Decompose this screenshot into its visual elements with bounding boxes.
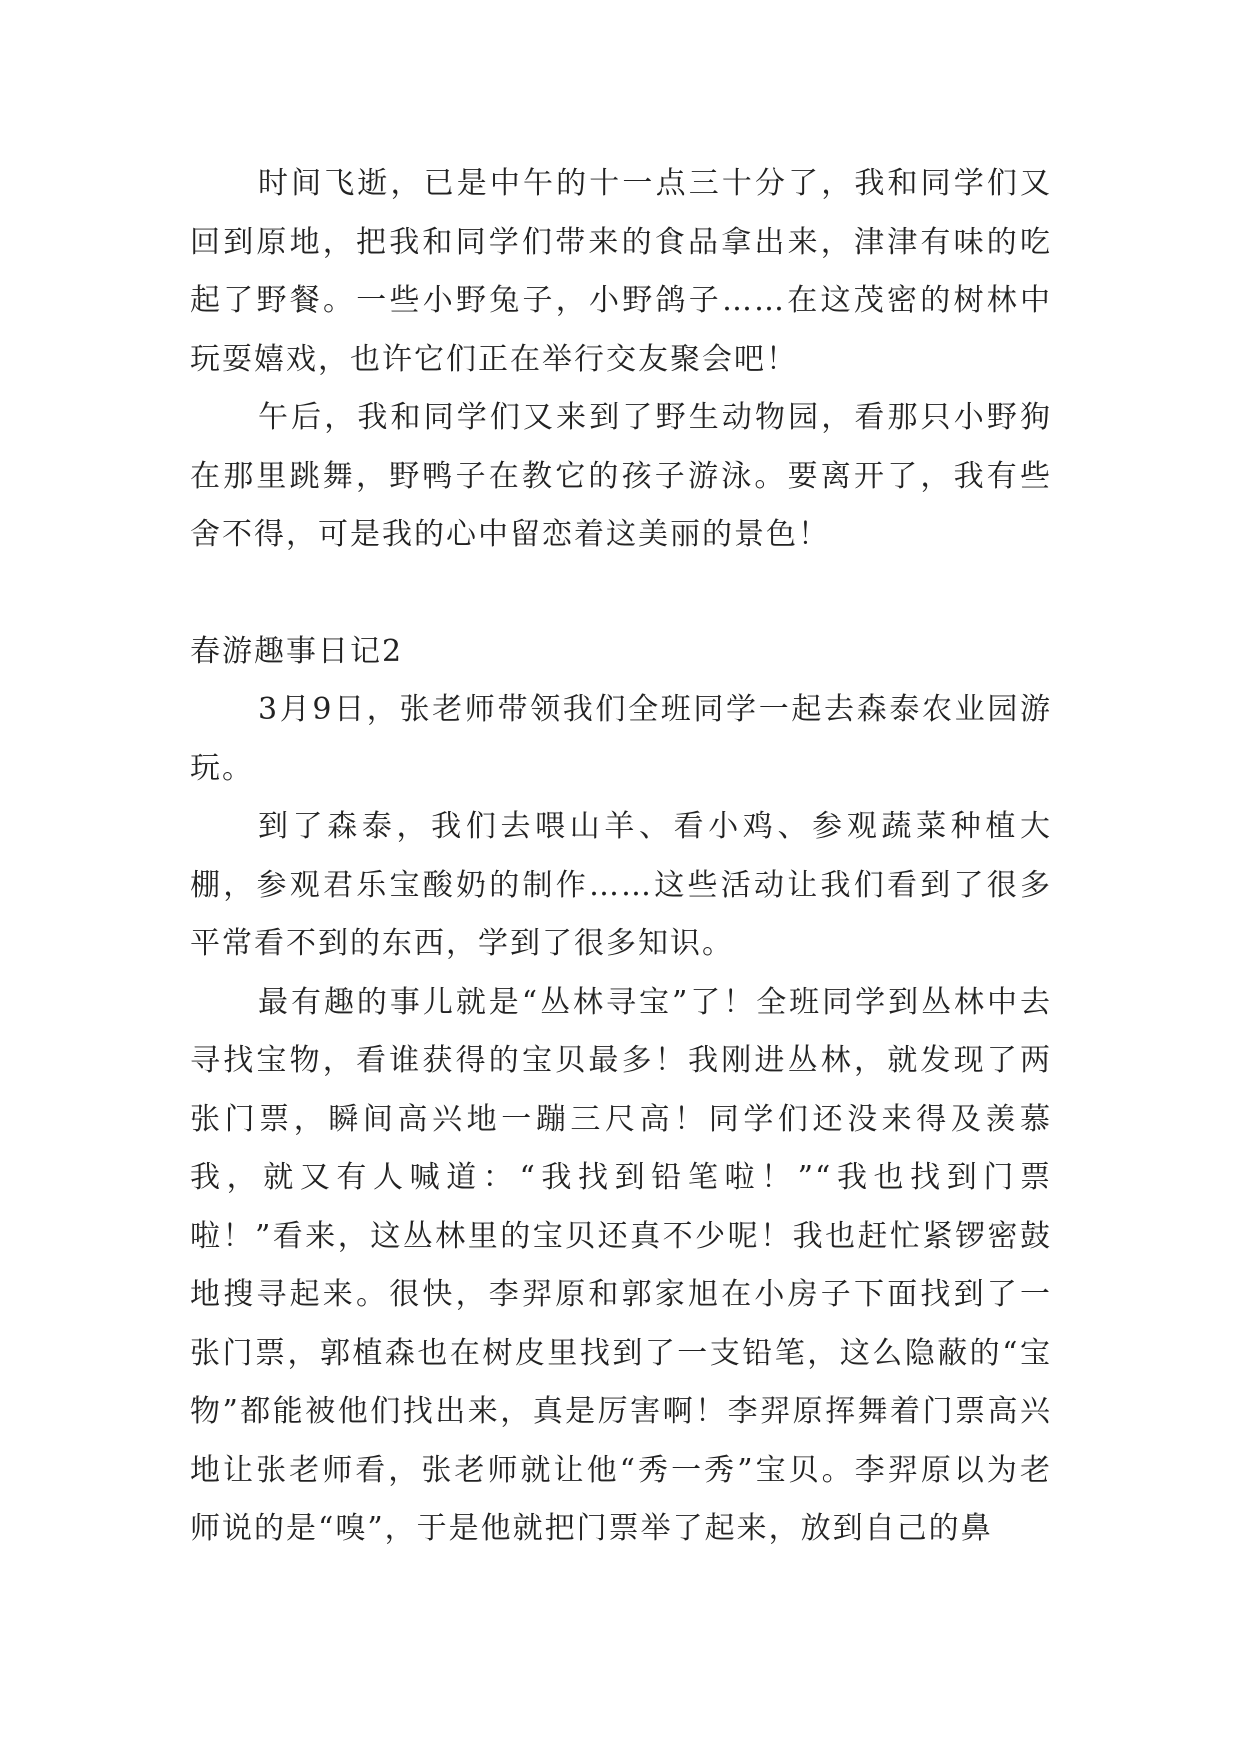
paragraph-date: 3月9日，张老师带领我们全班同学一起去森泰农业园游玩。 bbox=[190, 692, 1052, 786]
paragraph-afternoon: 午后，我和同学们又来到了野生动物园，看那只小野狗在那里跳舞，野鸭子在教它的孩子游泳。要离开了，我有些舍不得，可是我的心中留恋着这美丽的景色！ bbox=[190, 400, 1052, 552]
document-page bbox=[190, 155, 1052, 1559]
section-spacer bbox=[190, 565, 1052, 623]
paragraph-treasure-hunt: 最有趣的事儿就是“丛林寻宝”了！全班同学到丛林中去寻找宝物，看谁获得的宝贝最多！我刚进丛林，就发现了两张门票，瞬间高兴地一蹦三尺高！同学们还没来得及羡慕我，就又有人喊道：“我找到铅笔啦！”“我也找到门票啦！”看来，这丛林里的宝贝还真不少呢！我也赶忙紧锣密鼓地搜寻起来。很快，李羿原和郭家旭在小房子下面找到了一张门票，郭植森也在树皮里找到了一支铅笔，这么隐蔽的“宝物”都能被他们找出来，真是厉害啊！李羿原挥舞着门票高兴地让张老师看，张老师就让他“秀一秀”宝贝。李羿原以为老师说的是“嗅”，于是他就把门票举了起来，放到自己的鼻 bbox=[190, 984, 1052, 1546]
section-heading: 春游趣事日记2 bbox=[190, 633, 404, 669]
paragraph-activities: 到了森泰，我们去喂山羊、看小鸡、参观蔬菜种植大棚，参观君乐宝酸奶的制作……这些活动让我们看到了很多平常看不到的东西，学到了很多知识。 bbox=[190, 809, 1052, 961]
paragraph-lunch: 时间飞逝，已是中午的十一点三十分了，我和同学们又回到原地，把我和同学们带来的食品拿出来，津津有味的吃起了野餐。一些小野兔子，小野鸽子……在这茂密的树林中玩耍嬉戏，也许它们正在举行交友聚会吧！ bbox=[190, 166, 1052, 377]
